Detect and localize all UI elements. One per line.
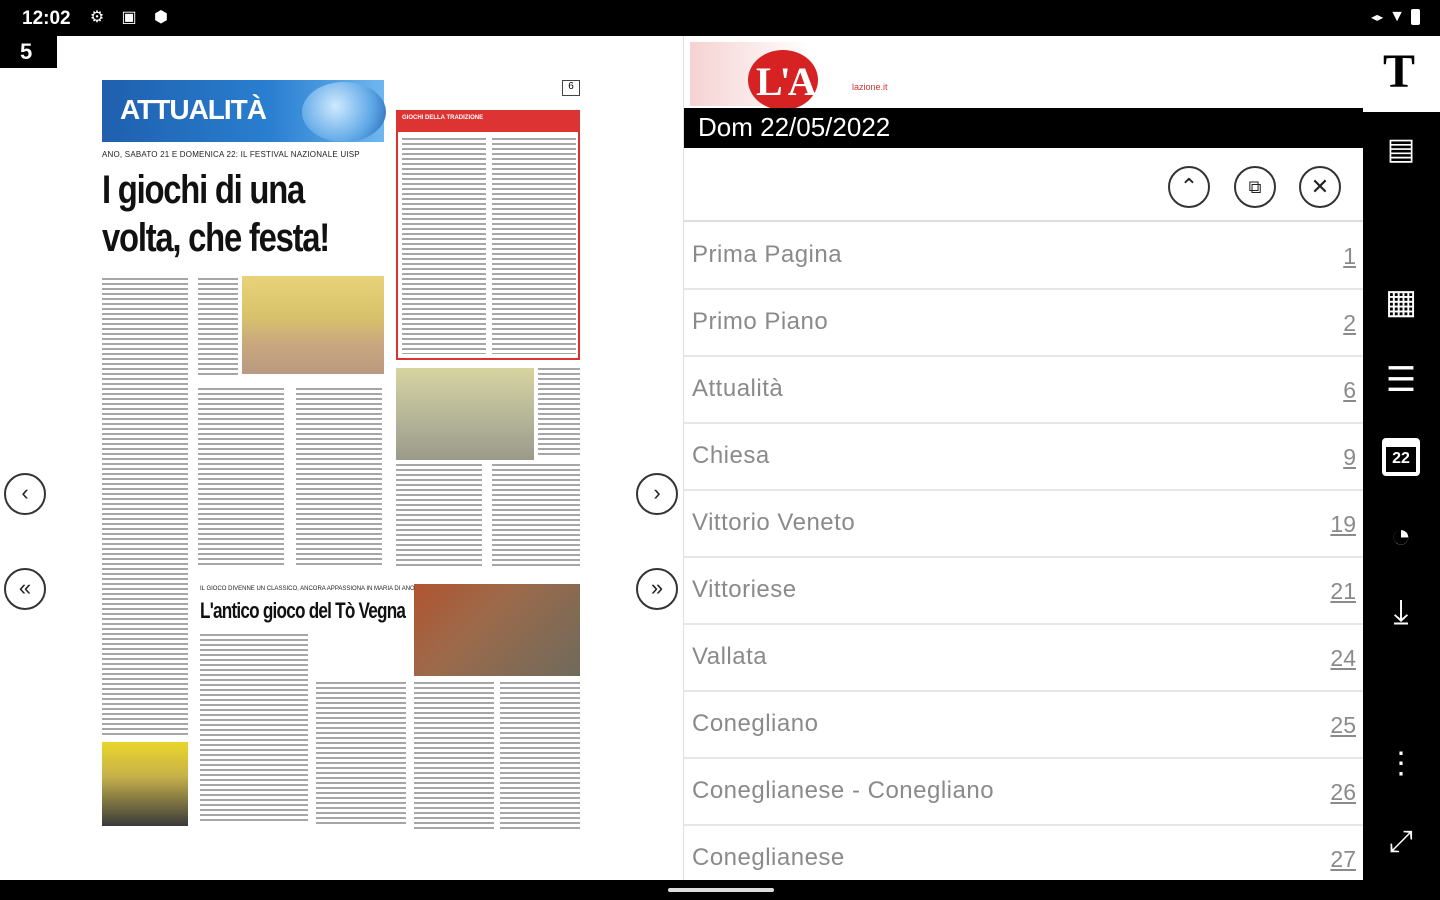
status-bar [0,0,1440,36]
table-of-contents-panel [683,36,1363,880]
article-view-button[interactable] [1377,126,1425,174]
collapse-button[interactable] [1168,166,1210,208]
chevron-up-icon: ⌃ [1179,174,1199,199]
double-chevron-right-icon: » [650,575,664,600]
toc-item-label: Vittoriese [692,576,797,603]
newspaper-icon: ▤ [1386,133,1416,166]
toc-item-page[interactable]: 26 [1330,779,1356,805]
toc-item-page[interactable]: 6 [1343,377,1356,403]
edition-date: Dom 22/05/2022 [684,108,1364,148]
newspaper-page[interactable] [100,78,584,842]
toc-item[interactable] [684,558,1364,625]
list-icon: ☰ [1385,361,1417,399]
chevron-left-icon: ‹ [21,480,29,505]
chevron-right-icon: › [653,480,661,505]
toc-item[interactable] [684,424,1364,491]
toc-item[interactable] [684,223,1364,290]
photo-dancers [242,276,384,374]
wifi-icon: ▼ [1389,8,1405,25]
toc-item[interactable] [684,290,1364,357]
previous-page-button[interactable] [4,473,46,515]
toc-item-label: Chiesa [692,442,770,469]
right-toolbar [1363,36,1440,880]
toc-item-label: Vallata [692,643,768,670]
download-icon: ⤓ [1393,593,1409,631]
close-icon: ✕ [1310,174,1330,199]
popout-icon: ⧉ [1248,177,1262,197]
page-badge: 5 [0,36,57,68]
battery-icon [1411,9,1420,25]
rss-button[interactable] [1377,512,1425,560]
headline-line-2: volta, che festa! [102,216,329,260]
toc-item-label: Prima Pagina [692,241,843,268]
toc-item-label: Vittorio Veneto [692,509,856,536]
toc-toolbar [684,148,1364,222]
fullscreen-button[interactable] [1377,818,1425,866]
article-kicker: ANO, SABATO 21 E DOMENICA 22: IL FESTIVAL NAZIONALE UISP [102,150,360,159]
next-page-button[interactable] [636,473,678,515]
toc-item-page[interactable]: 9 [1343,444,1356,470]
article-column-1 [102,278,188,738]
double-chevron-left-icon: « [18,575,32,600]
toc-item-page[interactable]: 25 [1330,712,1356,738]
status-time: 12:02 [22,8,71,29]
system-nav-bar [0,880,1440,900]
toc-item[interactable] [684,625,1364,692]
rss-icon: ◔ [1390,517,1412,555]
section-banner [102,80,384,142]
home-handle[interactable] [668,888,774,892]
expand-icon: ⤢ [1389,825,1413,858]
newspaper-logo [690,42,820,106]
subarticle-col-4 [500,682,580,832]
vibrate-icon: ◂▸ [1371,10,1384,24]
page-number: 6 [562,80,580,96]
toc-item[interactable] [684,357,1364,424]
toc-item[interactable] [684,491,1364,558]
close-button[interactable] [1299,166,1341,208]
subarticle-headline: L'antico gioco del Tò Vegna [200,598,406,623]
article-column-2 [198,388,284,568]
toc-item[interactable] [684,759,1364,826]
article-column-6 [538,368,580,458]
photo-crowd [396,368,534,460]
box-text-col-2 [492,138,576,354]
subarticle-col-2 [316,682,406,824]
section-title: ATTUALITÀ [120,94,266,125]
globe-graphic [302,82,386,142]
sidebar-box [396,110,580,360]
toc-item-page[interactable]: 2 [1343,310,1356,336]
download-button[interactable] [1377,588,1425,636]
toc-item-page[interactable]: 1 [1343,243,1356,269]
text-mode-button[interactable] [1363,36,1440,112]
box-title: GIOCHI DELLA TRADIZIONE [398,112,578,132]
toc-item[interactable] [684,692,1364,759]
toc-item-page[interactable]: 24 [1330,645,1356,671]
more-options-button[interactable] [1377,740,1425,788]
image-icon: ▣ [121,9,137,26]
subarticle-col-3 [414,682,494,832]
toc-item-label: Primo Piano [692,308,829,335]
last-page-button[interactable] [636,568,678,610]
logo-website: lazione.it [852,82,888,92]
logo-text: L'A [756,59,814,104]
toc-item-page[interactable]: 21 [1330,578,1356,604]
thumbnails-button[interactable] [1377,278,1425,326]
shield-icon: ⬢ [154,9,168,26]
calendar-icon: 22 [1382,438,1420,476]
photo-game [414,584,580,676]
article-column-3 [296,388,382,568]
popout-button[interactable] [1234,166,1276,208]
toc-item-label: Conegliano [692,710,819,737]
toc-item-page[interactable]: 19 [1330,511,1356,537]
article-column-4 [396,464,482,568]
box-text-col-1 [402,138,486,354]
settings-icon: ⚙ [89,9,105,26]
calendar-button[interactable] [1377,434,1425,482]
article-headline [102,166,397,262]
subarticle-col-1 [200,634,308,824]
article-column-2a [198,278,238,378]
photo-portrait [102,742,188,826]
toc-item-label: Attualità [692,375,784,402]
headline-line-1: I giochi di una [102,168,305,212]
text-icon: T [1383,45,1416,98]
grid-icon: ▦ [1384,283,1418,321]
more-vertical-icon: ⋮ [1386,747,1416,780]
subarticle-kicker: IL GIOCO DIVENNE UN CLASSICO, ANCORA APPASSIONA IN MARIA DI ANO [200,586,415,592]
toc-item-page[interactable]: 27 [1330,846,1356,872]
toc-item-label: Coneglianese - Conegliano [692,777,995,804]
article-column-5 [492,464,580,568]
toc-button[interactable] [1377,356,1425,404]
first-page-button[interactable] [4,568,46,610]
toc-item-label: Coneglianese [692,844,845,871]
